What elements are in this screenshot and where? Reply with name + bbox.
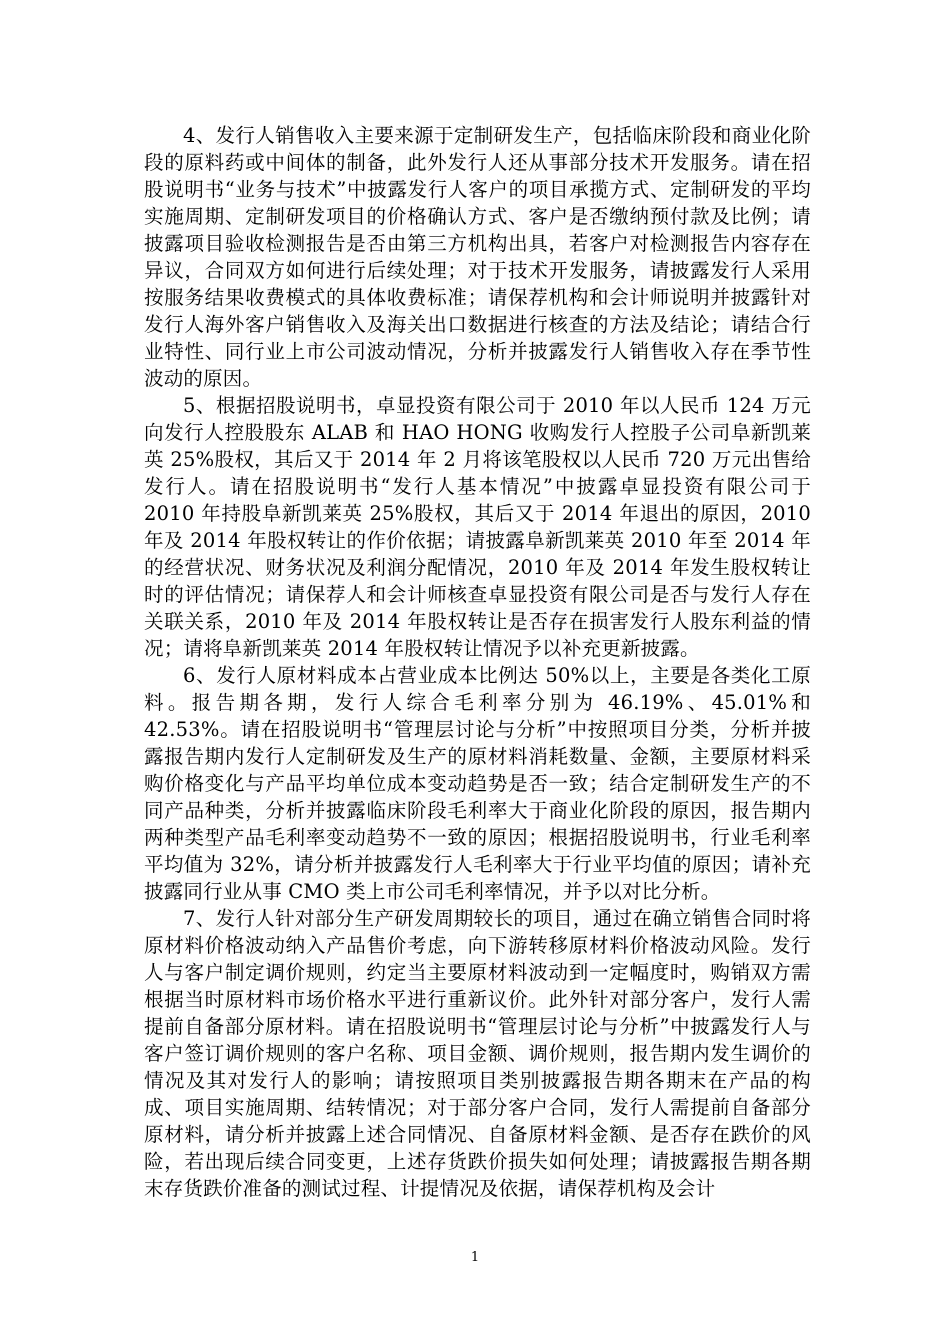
- paragraph-7: 7、发行人针对部分生产研发周期较长的项目，通过在确立销售合同时将原材料价格波动纳入产品售价考虑，向下游转移原材料价格波动风险。发行人与客户制定调价规则，约定当主要原材料波动到一定幅度时，购销双方需根据当时原材料市场价格水平进行重新议价。此外针对部分客户，发行人需提前自备部分原材料。请在招股说明书“管理层讨论与分析”中披露发行人与客户签订调价规则的客户名称、项目金额、调价规则，报告期内发生调价的情况及其对发行人的影响；请按照项目类别披露报告期各期末在产品的构成、项目实施周期、结转情况；对于部分客户合同，发行人需提前自备部分原材料，请分析并披露上述合同情况、自备原材料金额、是否存在跌价的风险，若出现后续合同变更，上述存货跌价损失如何处理；请披露报告期各期末存货跌价准备的测试过程、计提情况及依据，请保荐机构及会计: [144, 907, 811, 1200]
- paragraph-6: 6、发行人原材料成本占营业成本比例达 50%以上，主要是各类化工原料。报告期各期，发行人综合毛利率分别为 46.19%、45.01%和 42.53%。请在招股说明书“管理层讨论与分析”中按照项目分类，分析并披露报告期内发行人定制研发及生产的原材料消耗数量、金额，主要原材料采购价格变化与产品平均单位成本变动趋势是否一致；结合定制研发生产的不同产品种类，分析并披露临床阶段毛利率大于商业化阶段的原因，报告期内两种类型产品毛利率变动趋势不一致的原因；根据招股说明书，行业毛利率平均值为 32%，请分析并披露发行人毛利率大于行业平均值的原因；请补充披露同行业从事 CMO 类上市公司毛利率情况，并予以对比分析。: [144, 664, 811, 903]
- page-number: 1: [470, 1250, 480, 1265]
- paragraph-5: 5、根据招股说明书，卓显投资有限公司于 2010 年以人民币 124 万元向发行人控股股东 ALAB 和 HAO HONG 收购发行人控股子公司阜新凯莱英 25%股权，其后又于 2014 年 2 月将该笔股权以人民币 720 万元出售给发行人。请在招股说明书“发行人基本情况”中披露卓显投资有限公司于 2010 年持股阜新凯莱英 25%股权，其后又于 2014 年退出的原因，2010 年及 2014 年股权转让的作价依据；请披露阜新凯莱英 2010 年至 2014 年的经营状况、财务状况及利润分配情况，2010 年及 2014 年发生股权转让时的评估情况；请保荐人和会计师核查卓显投资有限公司是否与发行人存在关联关系，2010 年及 2014 年股权转让是否存在损害发行人股东利益的情况；请将阜新凯莱英 2014 年股权转让情况予以补充更新披露。: [144, 394, 811, 660]
- document-body: [144, 122, 811, 1202]
- paragraph-4: 4、发行人销售收入主要来源于定制研发生产，包括临床阶段和商业化阶段的原料药或中间体的制备，此外发行人还从事部分技术开发服务。请在招股说明书“业务与技术”中披露发行人客户的项目承揽方式、定制研发的平均实施周期、定制研发项目的价格确认方式、客户是否缴纳预付款及比例；请披露项目验收检测报告是否由第三方机构出具，若客户对检测报告内容存在异议，合同双方如何进行后续处理；对于技术开发服务，请披露发行人采用按服务结果收费模式的具体收费标准；请保荐机构和会计师说明并披露针对发行人海外客户销售收入及海关出口数据进行核查的方法及结论；请结合行业特性、同行业上市公司波动情况，分析并披露发行人销售收入存在季节性波动的原因。: [144, 124, 811, 390]
